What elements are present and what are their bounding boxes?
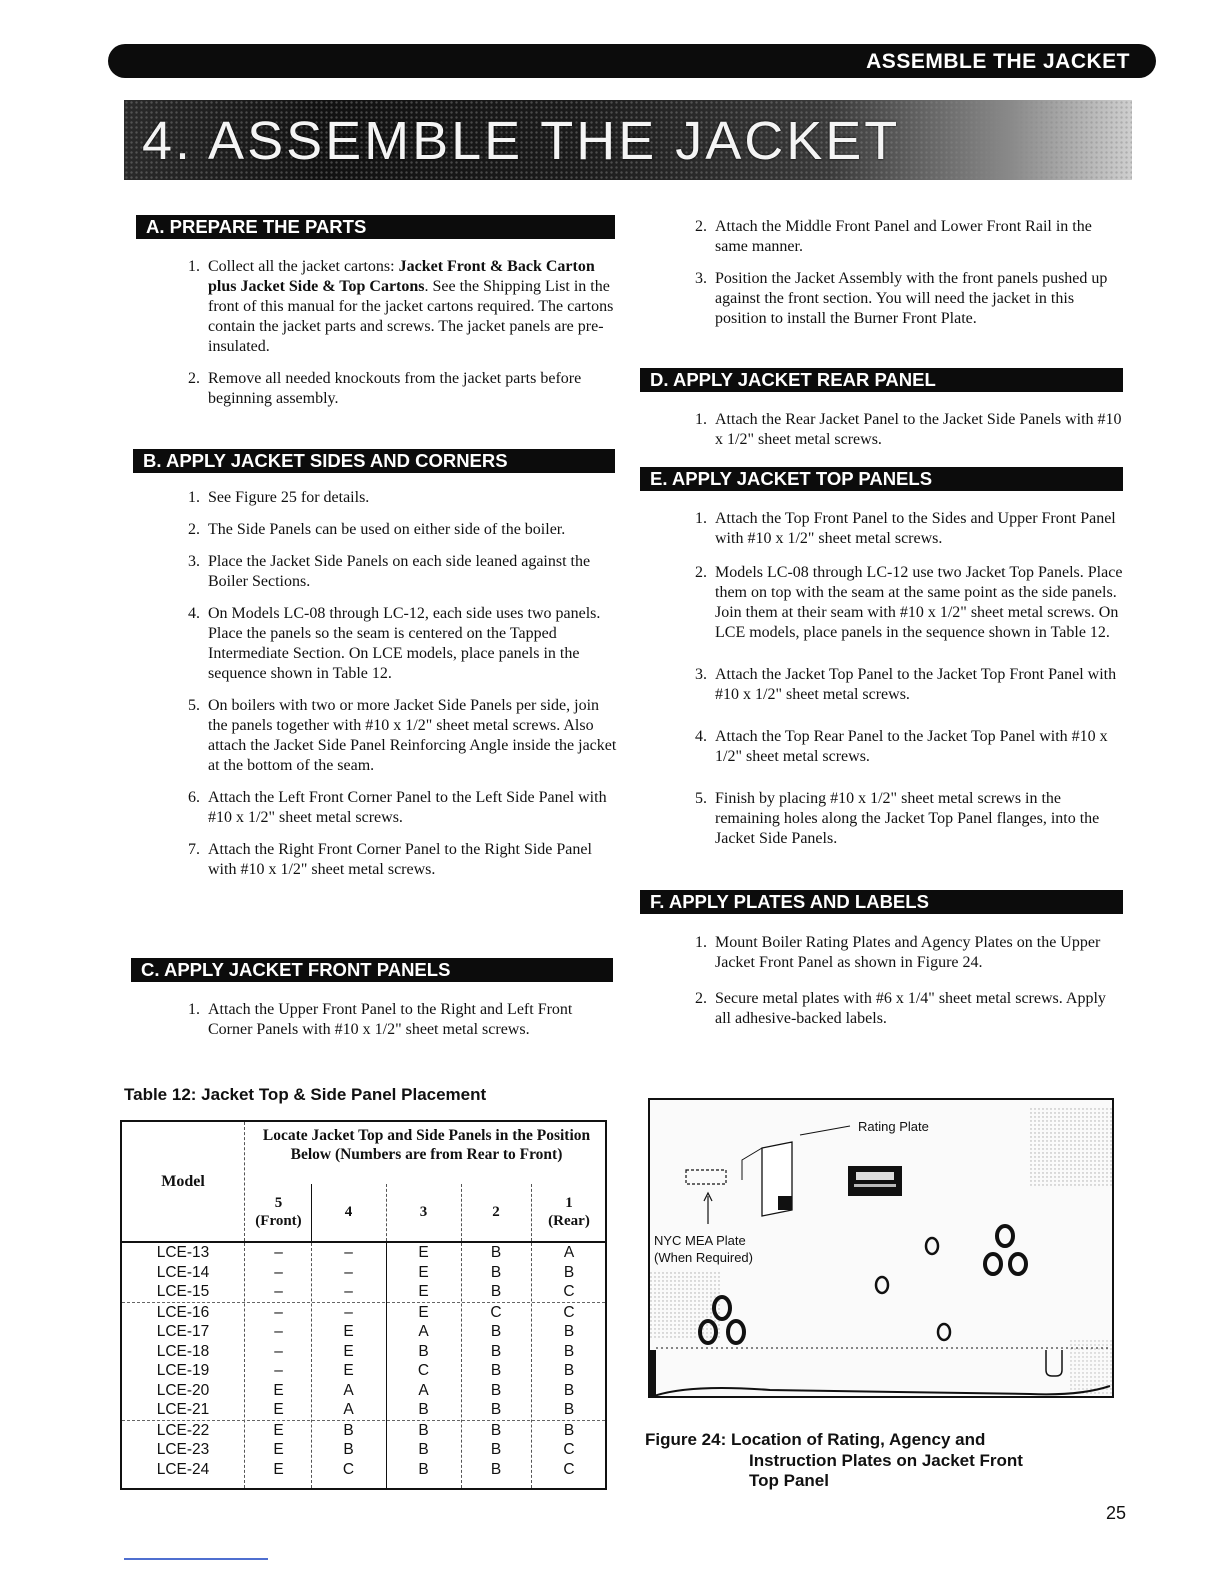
rating-plate-fold	[742, 1148, 762, 1180]
table-row: LCE-16 – – E C C	[156, 1303, 575, 1321]
figure-caption-line-3: Top Panel	[749, 1471, 829, 1490]
column-header-5: 5 (Front)	[255, 1195, 302, 1229]
shading-texture	[650, 1270, 720, 1340]
table-row: LCE-18 – E B B B	[156, 1342, 575, 1360]
section-e-list	[683, 509, 1123, 861]
section-b-list	[176, 488, 618, 892]
column-header-3: 3	[419, 1204, 428, 1220]
list-item: 2. Remove all needed knockouts from the jacket parts before beginning assembly.	[188, 370, 582, 407]
table-row: LCE-23 E B B B C	[156, 1441, 575, 1458]
list-item: 3. Attach the Jacket Top Panel to the Jacket Top Front Panel with #10 x 1/2" sheet metal screws.	[695, 666, 1117, 703]
panel-bottom-edge	[654, 1386, 1110, 1396]
table-row: LCE-15 – – E B C	[122, 1282, 605, 1303]
header-bar	[108, 44, 1156, 78]
list-item: 1. Mount Boiler Rating Plates and Agency Plates on the Upper Jacket Front Panel as shown in Figure 24.	[695, 934, 1101, 971]
nyc-mea-plate	[686, 1170, 726, 1184]
column-header-2: 2	[492, 1204, 500, 1220]
section-e-heading: E. APPLY JACKET TOP PANELS	[640, 467, 1123, 491]
screw-hole	[938, 1324, 950, 1340]
table-row: LCE-17 – E A B B	[156, 1323, 575, 1340]
chapter-banner	[124, 100, 1132, 180]
rating-plate-leader-line	[800, 1126, 850, 1135]
footnote-rule	[124, 1558, 268, 1560]
nyc-mea-plate-label: NYC MEA Plate	[654, 1233, 746, 1248]
column-header-4: 4	[344, 1204, 353, 1220]
section-d-list	[683, 410, 1123, 462]
header-title: ASSEMBLE THE JACKET	[866, 50, 1130, 73]
table-row: LCE-22 E B B B B	[156, 1421, 575, 1439]
table-row: LCE-20 E A A B B	[156, 1381, 575, 1399]
agency-plate-text-line	[854, 1184, 896, 1187]
table-caption: Table 12: Jacket Top & Side Panel Placement	[124, 1085, 487, 1104]
section-c-heading: C. APPLY JACKET FRONT PANELS	[131, 958, 613, 982]
section-c-list-left	[176, 1000, 618, 1052]
rating-plate-shadow	[778, 1196, 792, 1210]
section-f-heading: F. APPLY PLATES AND LABELS	[640, 890, 1123, 914]
list-item: 5. On boilers with two or more Jacket Side Panels per side, join the panels together with #10 x 1/2" sheet metal screws. Also attach the Jacket Side Panel Reinforcing Angle inside the jacket at the bottom of the seam.	[188, 697, 617, 774]
table-header	[122, 1122, 605, 1243]
agency-plate-logo	[856, 1172, 894, 1180]
list-item: 7. Attach the Right Front Corner Panel to the Right Side Panel with #10 x 1/2" sheet metal screws.	[188, 841, 592, 878]
agency-plate	[848, 1166, 902, 1196]
list-item: 3. Position the Jacket Assembly with the front panels pushed up against the front section. You will need the jacket in this position to install the Burner Front Plate.	[695, 270, 1108, 327]
table-row: LCE-19 – E C B B	[156, 1362, 575, 1379]
panel-placement-table	[120, 1120, 607, 1490]
list-item: 1. Attach the Upper Front Panel to the Right and Left Front Corner Panels with #10 x 1/2" sheet metal screws.	[188, 1001, 573, 1038]
figure-caption-line-1: Figure 24: Location of Rating, Agency and	[645, 1430, 986, 1449]
list-item: 6. Attach the Left Front Corner Panel to the Left Side Panel with #10 x 1/2" sheet metal screws.	[188, 789, 607, 826]
position-group-header: Locate Jacket Top and Side Panels in the Position Below (Numbers are from Rear to Front)	[262, 1127, 591, 1163]
list-item: 2. Secure metal plates with #6 x 1/4" sheet metal screws. Apply all adhesive-backed labels.	[695, 990, 1106, 1027]
list-item: 1. See Figure 25 for details.	[188, 489, 370, 506]
shading-texture	[1030, 1108, 1114, 1188]
screw-hole	[997, 1226, 1013, 1246]
table-body	[122, 1243, 605, 1479]
section-a-list	[176, 257, 618, 421]
table-row: LCE-21 E A B B B	[122, 1400, 605, 1421]
panel-notch	[1046, 1350, 1062, 1376]
list-item: 1. Collect all the jacket cartons: Jacket Front & Back Carton plus Jacket Side & Top Cartons. See the Shipping List in the front of this manual for the jacket cartons required. The cartons contain the jacket parts and screws. The jacket panels are pre-insulated.	[188, 258, 614, 355]
panel-left-edge	[650, 1350, 656, 1396]
page-number: 25	[1105, 1503, 1126, 1523]
list-item: 3. Place the Jacket Side Panels on each side leaned against the Boiler Sections.	[188, 553, 591, 590]
banner-title: 4. ASSEMBLE THE JACKET	[142, 111, 901, 171]
list-item: 1. Attach the Top Front Panel to the Sides and Upper Front Panel with #10 x 1/2" sheet metal screws.	[695, 510, 1116, 547]
list-item: 1. Attach the Rear Jacket Panel to the Jacket Side Panels with #10 x 1/2" sheet metal screws.	[695, 411, 1122, 448]
list-item: 2. Models LC-08 through LC-12 use two Jacket Top Panels. Place them on top with the seam at the same point as the side panels. Join them at their seam with #10 x 1/2" sheet metal screws. On LCE models, place panels in the sequence shown in Table 12.	[695, 564, 1123, 641]
screw-hole	[876, 1277, 888, 1293]
screw-hole	[728, 1321, 744, 1343]
rating-plate-label: Rating Plate	[858, 1119, 929, 1134]
section-c-list-right	[683, 217, 1123, 341]
table-row: LCE-13 – – E B A	[156, 1244, 575, 1261]
screw-hole	[985, 1254, 1001, 1274]
jacket-front-panel-drawing	[650, 1100, 1114, 1398]
section-b-heading: B. APPLY JACKET SIDES AND CORNERS	[133, 449, 615, 473]
table-row: LCE-24 E C B B C	[156, 1460, 575, 1478]
screw-hole	[1010, 1254, 1026, 1274]
figure-24-illustration	[648, 1098, 1114, 1398]
screw-hole	[926, 1238, 938, 1254]
section-d-heading: D. APPLY JACKET REAR PANEL	[640, 368, 1123, 392]
model-column-header: Model	[161, 1173, 205, 1190]
section-a-heading: A. PREPARE THE PARTS	[136, 215, 615, 239]
nyc-when-required-label: (When Required)	[654, 1250, 753, 1265]
list-item: 4. Attach the Top Rear Panel to the Jacket Top Panel with #10 x 1/2" sheet metal screws.	[695, 728, 1108, 765]
figure-caption-line-2: Instruction Plates on Jacket Front	[749, 1451, 1023, 1470]
list-item: 2. Attach the Middle Front Panel and Lower Front Rail in the same manner.	[695, 218, 1092, 255]
section-f-list	[683, 933, 1123, 1041]
list-item: 5. Finish by placing #10 x 1/2" sheet metal screws in the remaining holes along the Jacket Top Panel flanges, into the Jacket Side Panels.	[695, 790, 1100, 847]
table-row: LCE-14 – – E B B	[156, 1263, 575, 1281]
column-header-1: 1 (Rear)	[548, 1195, 590, 1229]
list-item: 2. The Side Panels can be used on either side of the boiler.	[188, 521, 566, 538]
list-item: 4. On Models LC-08 through LC-12, each side uses two panels. Place the panels so the seam is centered on the Tapped Intermediate Section. On LCE models, place panels in the sequence shown in Table 12.	[188, 605, 601, 682]
